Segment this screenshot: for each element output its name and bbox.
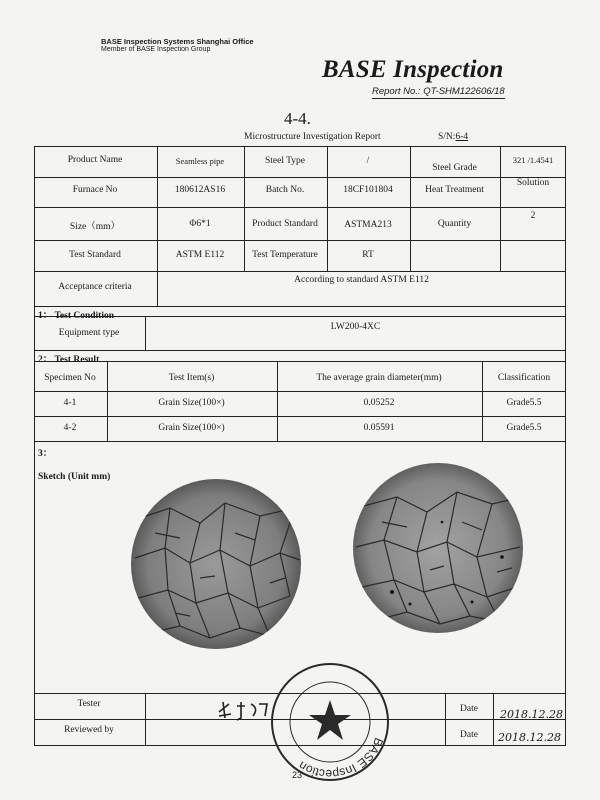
col-header-test-item: Test Item(s) [168, 373, 215, 383]
report-form [34, 146, 566, 746]
col-header-grain-diameter: The average grain diameter(mm) [316, 373, 442, 383]
micrograph-right [352, 462, 524, 634]
size-value: Φ6*1 [189, 219, 211, 229]
test-standard-label: Test Standard [69, 250, 121, 260]
date-label-1: Date [460, 704, 478, 714]
serial-number [438, 132, 468, 142]
svg-text:BASE Inspection [296, 736, 386, 781]
acceptance-label: Acceptance criteria [58, 282, 132, 292]
table-row-2-class: Grade5.5 [506, 423, 542, 433]
test-temperature-label: Test Temperature [252, 250, 318, 260]
document-number: 4-4. [284, 109, 311, 128]
report-number: Report No.: QT-SHM122606/18 [372, 86, 505, 97]
table-row-2-item: Grain Size(100×) [158, 423, 225, 433]
report-title: Microstructure Investigation Report [244, 132, 381, 142]
table-row-2-specimen: 4-2 [63, 423, 77, 433]
size-label: Size（mm） [69, 222, 121, 232]
reviewed-by-label: Reviewed by [64, 725, 114, 735]
sn-value: 6-4 [455, 132, 469, 142]
section-test-condition-title: 1： Test Condition [38, 311, 115, 321]
heat-treatment-label: Heat Treatment [425, 185, 484, 195]
equipment-type-value: LW200-4XC [330, 322, 381, 332]
sn-label: S/N: [438, 132, 456, 142]
table-row-1-class: Grade5.5 [506, 398, 542, 408]
test-standard-value: ASTM E112 [175, 250, 225, 260]
batch-label: Batch No. [265, 185, 305, 195]
sketch-label: Sketch (Unit mm) [38, 472, 111, 482]
tester-label: Tester [77, 699, 101, 709]
test-temperature-value: RT [362, 250, 374, 260]
col-header-specimen: Specimen No [44, 373, 96, 383]
section-sketch-number: 3： [38, 449, 53, 459]
inspection-stamp [268, 660, 392, 784]
acceptance-value: According to standard ASTM E112 [294, 275, 429, 285]
date-value-2: 2018.12.28 [498, 731, 561, 744]
steel-grade-value: 321 /1.4541 [512, 155, 554, 165]
batch-value: 18CF101804 [343, 185, 393, 195]
table-row-1-item: Grain Size(100×) [158, 398, 225, 408]
product-standard-value: ASTMA213 [344, 220, 392, 230]
furnace-label: Furnace No [72, 185, 118, 195]
stamp-text: BASE Inspection [296, 735, 386, 782]
product-standard-label: Product Standard [252, 219, 318, 229]
steel-type-value: / [366, 156, 370, 166]
equipment-type-label: Equipment type [58, 328, 120, 338]
page-number: 23 [292, 770, 303, 780]
quantity-value: 2 [530, 211, 536, 221]
section-test-result-title: 2： Test Result [38, 355, 100, 365]
date-value-1: 2018.12.28 [500, 708, 563, 721]
table-row-1-diameter: 0.05252 [363, 398, 395, 408]
company-name: BASE Inspection Systems Shanghai Office [101, 37, 254, 46]
date-label-2: Date [460, 730, 478, 740]
quantity-label: Quantity [437, 219, 472, 229]
heat-treatment-value: Solution [516, 178, 550, 188]
product-name-value: Seamless pipe [175, 156, 225, 166]
micrograph-left [130, 478, 302, 650]
col-header-classification: Classification [497, 373, 551, 383]
table-row-2-diameter: 0.05591 [363, 423, 395, 433]
brand-title: BASE Inspection [322, 56, 504, 83]
table-row-1-specimen: 4-1 [63, 398, 77, 408]
product-name-label: Product Name [67, 155, 123, 165]
steel-type-label: Steel Type [264, 156, 306, 166]
furnace-value: 180612AS16 [174, 185, 226, 195]
company-member-line: Member of BASE Inspection Group [101, 46, 211, 53]
steel-grade-label: Steel Grade [432, 163, 477, 173]
